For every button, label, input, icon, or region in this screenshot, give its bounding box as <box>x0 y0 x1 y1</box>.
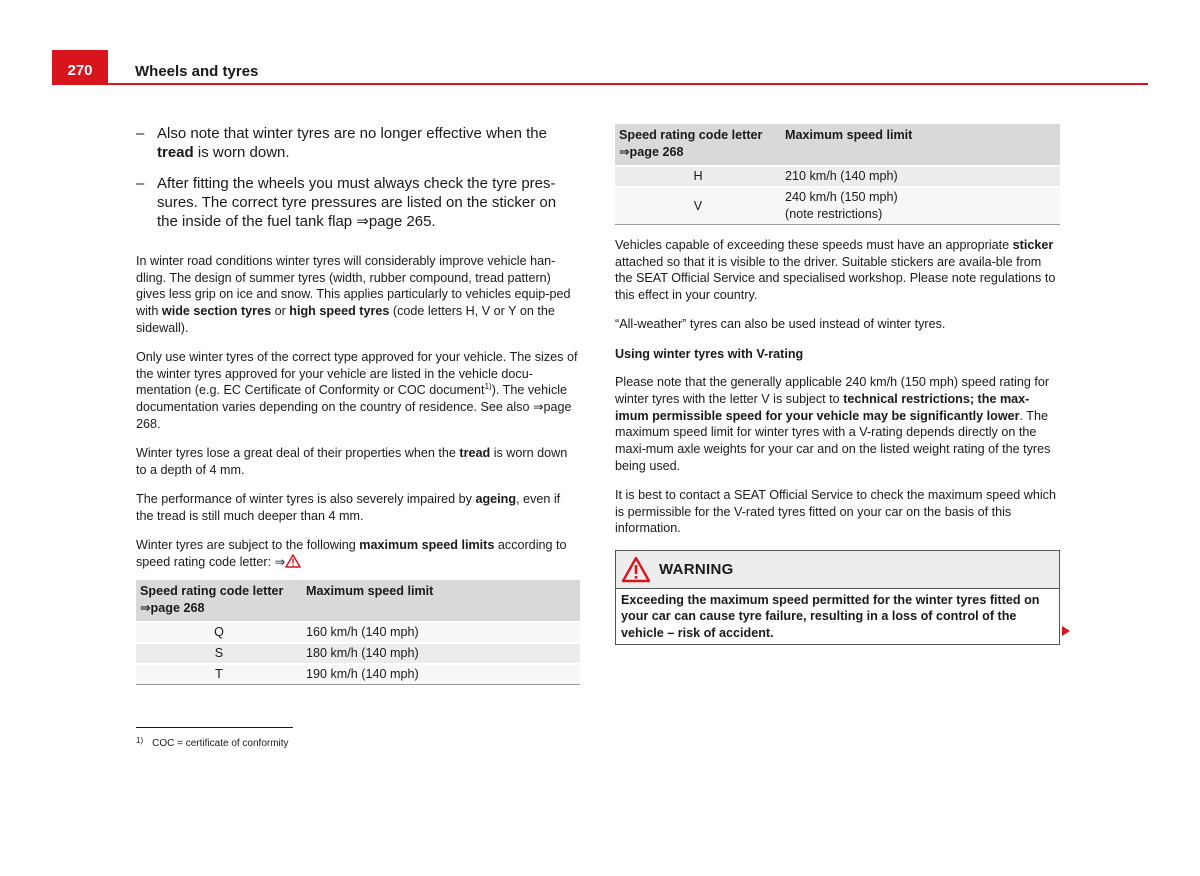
paragraph: Only use winter tyres of the correct type approved for your vehicle. The sizes of the winter tyres approved for your vehicle are listed in the vehicle docu-mentation (e.g. EC Certificate of Conformity or COC document$^{1)}$). The vehicle documentation varies depending on the country of residence. See also ⇒page 268. <box>136 350 578 431</box>
right-column <box>615 124 1060 645</box>
bullet-item: – After fitting the wheels you must always check the tyre pres-sures. The correct tyre pressures are listed on the sticker on the inside of the fuel tank flap ⇒page 265. <box>136 175 557 230</box>
speed-rating-table-v <box>615 124 1060 225</box>
table-header: Maximum speed limit <box>302 580 580 622</box>
paragraph: “All-weather” tyres can also be used instead of winter tyres. <box>615 317 946 332</box>
table-header: Speed rating code letter ⇒page 268 <box>136 580 302 622</box>
footnote: $^{1)}$ COC = certificate of conformity <box>136 736 289 749</box>
paragraph: Vehicles capable of exceeding these speeds must have an appropriate sticker attached so that it is visible to the driver. Suitable stickers are availa-ble from the SEAT Official Service and specialised workshop. Please note regulations to this effect in your country. <box>615 238 1056 303</box>
warning-text: Exceeding the maximum speed permitted for the winter tyres fitted on your car can cause tyre failure, resulting in a loss of control of the vehicle – risk of accident. <box>621 592 1040 640</box>
warning-triangle-icon <box>621 556 651 583</box>
warning-title: WARNING <box>659 560 734 578</box>
paragraph: Winter tyres are subject to the following maximum speed limits according to speed rating code letter: ⇒ <box>136 537 567 569</box>
table-row: H 210 km/h (140 mph) <box>615 166 1060 187</box>
warning-box <box>615 550 1060 645</box>
subheading: Using winter tyres with V-rating <box>615 346 804 361</box>
footnote-ref: 1) <box>484 382 492 392</box>
continue-arrow-icon <box>1062 626 1070 636</box>
section-title: Wheels and tyres <box>135 63 259 80</box>
table-row: V 240 km/h (150 mph) (note restrictions) <box>615 187 1060 225</box>
paragraph: It is best to contact a SEAT Official Service to check the maximum speed which is permissible for the V-rated tyres fitted on your car on the basis of this information. <box>615 487 1056 536</box>
paragraph: The performance of winter tyres is also severely impaired by ageing, even if the tread is still much deeper than 4 mm. <box>136 491 561 523</box>
speed-rating-table <box>136 580 580 685</box>
page-number: 270 <box>67 62 93 79</box>
left-column <box>136 124 580 685</box>
warning-header <box>616 551 1059 589</box>
footnote-rule <box>136 727 293 728</box>
table-row: Q 160 km/h (140 mph) <box>136 622 580 643</box>
table-header: Speed rating code letter ⇒page 268 <box>615 124 781 166</box>
bullet-item: – Also note that winter tyres are no longer effective when the tread is worn down. <box>136 125 547 161</box>
header-rule <box>52 83 1148 85</box>
paragraph: Please note that the generally applicable 240 km/h (150 mph) speed rating for winter tyres with the letter V is subject to technical restrictions; the max-imum permissible speed for your vehicle may be significantly lower. The maximum speed limit for winter tyres with a V-rating depends directly on the maxi-mum axle weights for your car and on the listed weight rating of the tyres being used. <box>615 375 1051 473</box>
warning-triangle-icon <box>285 554 301 568</box>
paragraph: In winter road conditions winter tyres will considerably improve vehicle han-dling. The design of summer tyres (width, rubber compound, tread pattern) gives less grip on ice and snow. This applies particularly to vehicles equip-ped with wide section tyres or high speed tyres (code letters H, V or Y on the sidewall). <box>136 254 571 335</box>
table-header: Maximum speed limit <box>781 124 1060 166</box>
table-row: S 180 km/h (140 mph) <box>136 643 580 664</box>
table-row: T 190 km/h (140 mph) <box>136 664 580 685</box>
paragraph: Winter tyres lose a great deal of their properties when the tread is worn down to a depth of 4 mm. <box>136 446 568 477</box>
